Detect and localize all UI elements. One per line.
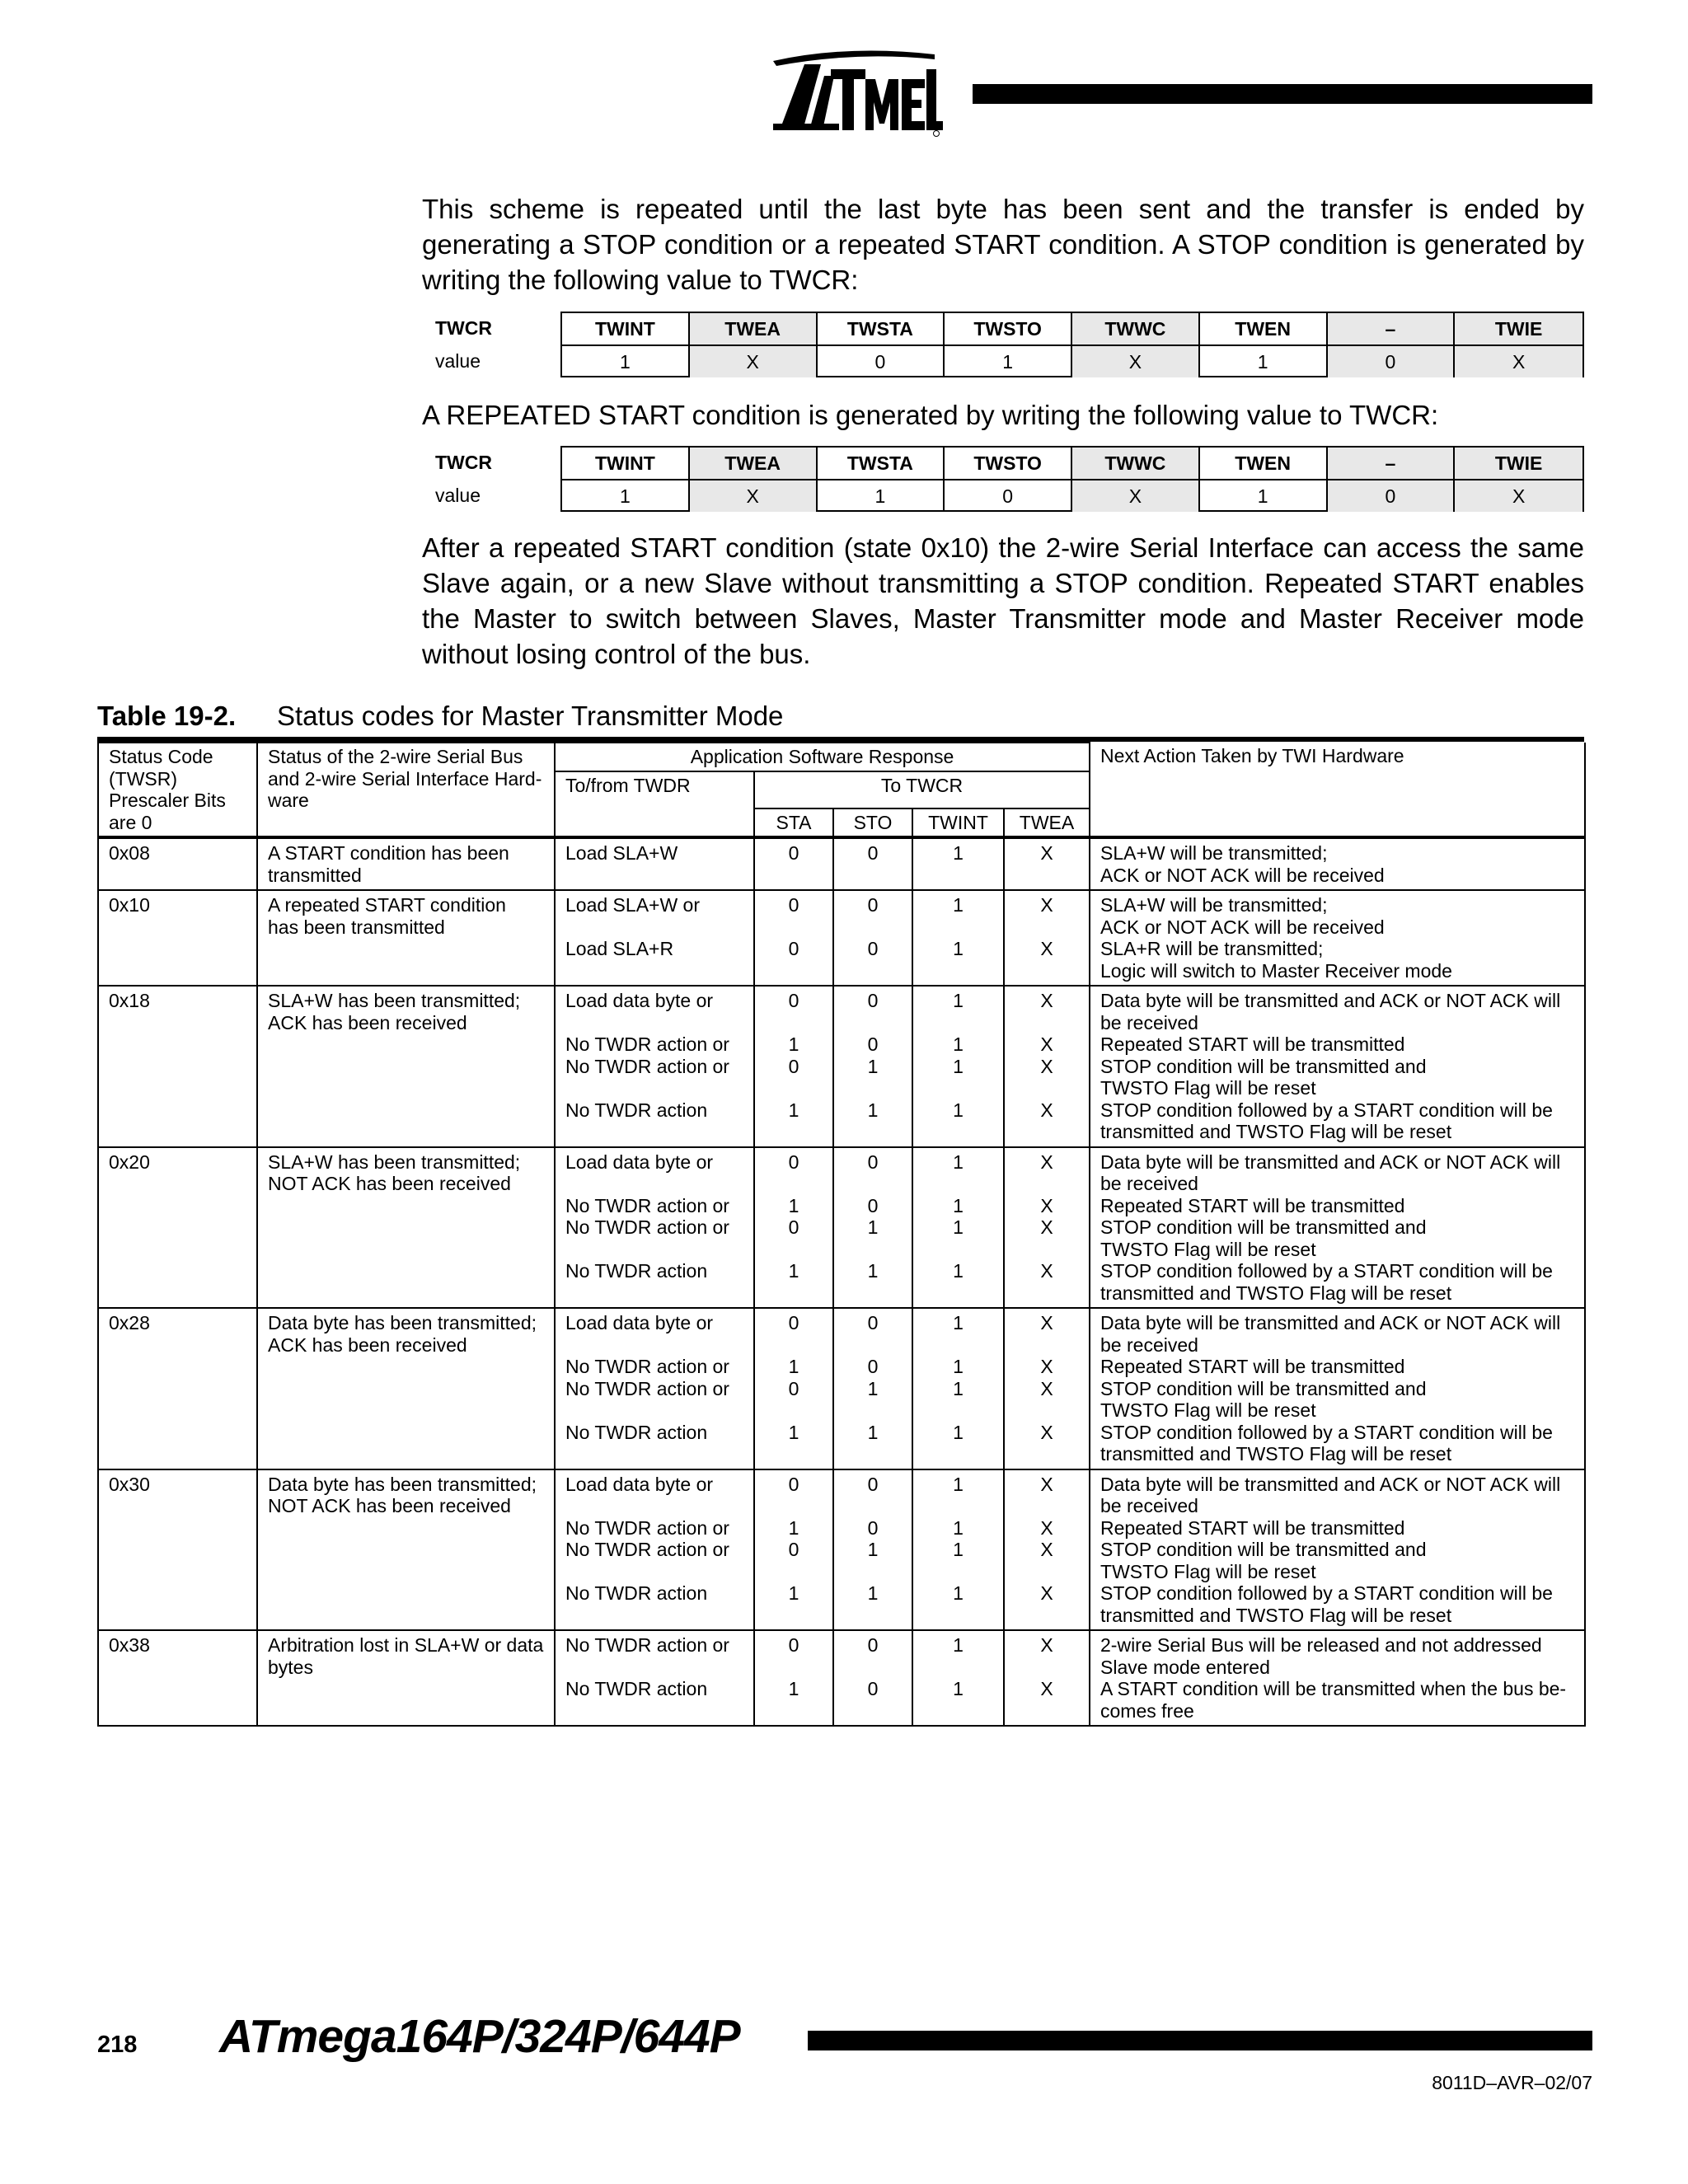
twea-cell: X X X X xyxy=(1004,1308,1090,1469)
twcr-stop-register-table xyxy=(422,312,1584,377)
bit-header: TWINT xyxy=(562,313,690,346)
next-action-cell: Data byte will be transmitted and ACK or NOT ACK will be received Repeated START will be transmitted STOP condition will be transmitted and TWSTO Flag will be reset STOP condition followed by a START condition will be transmitted and TWSTO Flag will be reset xyxy=(1090,1147,1585,1309)
table-row xyxy=(98,1147,1585,1309)
header-rule xyxy=(973,84,1592,104)
header-twint: TWINT xyxy=(912,808,1004,838)
sto-cell: 0 0 1 1 xyxy=(833,1469,912,1631)
next-action-cell: SLA+W will be transmitted; ACK or NOT ACK will be received SLA+R will be transmitted; Logic will switch to Master Receiver mode xyxy=(1090,890,1585,986)
bit-header: TWIE xyxy=(1455,448,1582,480)
table-title: Status codes for Master Transmitter Mode xyxy=(277,701,784,731)
sta-cell: 0 1 0 1 xyxy=(754,1308,833,1469)
status-codes-table xyxy=(97,737,1584,1727)
register-label: TWCR xyxy=(435,452,492,473)
bit-header: TWEA xyxy=(690,313,818,346)
bit-header: – xyxy=(1328,313,1456,346)
table-caption xyxy=(97,701,783,732)
paragraph-repeated-start: A REPEATED START condition is generated by writing the following value to TWCR: xyxy=(422,400,1439,430)
table-row xyxy=(98,1308,1585,1469)
status-code-cell: 0x38 xyxy=(98,1630,257,1726)
sto-cell: 0 0 xyxy=(833,890,912,986)
bit-value: X xyxy=(690,346,818,377)
bit-header: TWSTA xyxy=(818,313,945,346)
bit-header: TWWC xyxy=(1072,313,1200,346)
header-status-code: Status Code (TWSR) Prescaler Bits are 0 xyxy=(98,743,257,837)
bit-value: 1 xyxy=(562,480,690,512)
next-action-cell: Data byte will be transmitted and ACK or NOT ACK will be received Repeated START will be transmitted STOP condition will be transmitted and TWSTO Flag will be reset STOP condition followed by a START condition will be transmitted and TWSTO Flag will be reset xyxy=(1090,1308,1585,1469)
page-number: 218 xyxy=(97,2032,138,2058)
twdr-action-cell: Load data byte or No TWDR action or No TWDR action or No TWDR action xyxy=(555,1308,754,1469)
status-code-cell: 0x28 xyxy=(98,1308,257,1469)
paragraph-repeated-start-explanation: After a repeated START condition (state 0x10) the 2-wire Serial Interface can access the same Slave again, or a new Slave without transmitting a STOP condition. Repeated START enables the Master to switch between Slaves, Master Transmitter mode and Master Receiver mode without losing control of the bus. xyxy=(422,532,1584,669)
status-description-cell: SLA+W has been transmitted; NOT ACK has been received xyxy=(257,1147,555,1309)
next-action-cell: Data byte will be transmitted and ACK or NOT ACK will be received Repeated START will be transmitted STOP condition will be transmitted and TWSTO Flag will be reset STOP condition followed by a START condition will be transmitted and TWSTO Flag will be reset xyxy=(1090,1469,1585,1631)
table-row xyxy=(98,890,1585,986)
twint-cell: 1 xyxy=(912,837,1004,890)
header-sta: STA xyxy=(754,808,833,838)
bit-value: 0 xyxy=(1328,480,1456,512)
status-description-cell: SLA+W has been transmitted; ACK has been received xyxy=(257,986,555,1147)
value-label: value xyxy=(435,485,481,506)
sto-cell: 0 0 1 1 xyxy=(833,1308,912,1469)
twint-cell: 1 1 1 1 xyxy=(912,1469,1004,1631)
twdr-action-cell: No TWDR action or No TWDR action xyxy=(555,1630,754,1726)
status-description-cell: A repeated START condition has been transmitted xyxy=(257,890,555,986)
bit-value: 1 xyxy=(562,346,690,377)
twint-cell: 1 1 1 1 xyxy=(912,986,1004,1147)
sta-cell: 0 1 0 1 xyxy=(754,1469,833,1631)
status-code-cell: 0x30 xyxy=(98,1469,257,1631)
header-next-action: Next Action Taken by TWI Hardware xyxy=(1090,743,1585,837)
twea-cell: X X xyxy=(1004,1630,1090,1726)
bit-value: 1 xyxy=(818,480,945,512)
bit-value: X xyxy=(690,480,818,512)
bit-value: 0 xyxy=(1328,346,1456,377)
twdr-action-cell: Load data byte or No TWDR action or No TWDR action or No TWDR action xyxy=(555,986,754,1147)
sta-cell: 0 1 0 1 xyxy=(754,1147,833,1309)
bit-value: X xyxy=(1072,480,1200,512)
bit-header: TWIE xyxy=(1455,313,1582,346)
register-label: TWCR xyxy=(435,317,492,339)
bit-header: TWEN xyxy=(1200,448,1328,480)
status-code-cell: 0x20 xyxy=(98,1147,257,1309)
bit-value: X xyxy=(1455,480,1582,512)
sto-cell: 0 xyxy=(833,837,912,890)
bit-value: 1 xyxy=(945,346,1072,377)
status-code-cell: 0x08 xyxy=(98,837,257,890)
bit-value: X xyxy=(1072,346,1200,377)
twdr-action-cell: Load SLA+W xyxy=(555,837,754,890)
bit-header: TWSTO xyxy=(945,448,1072,480)
value-label: value xyxy=(435,350,481,372)
sta-cell: 0 1 xyxy=(754,1630,833,1726)
bit-value: 1 xyxy=(1200,346,1328,377)
sta-cell: 0 0 xyxy=(754,890,833,986)
sta-cell: 0 1 0 1 xyxy=(754,986,833,1147)
table-row xyxy=(98,986,1585,1147)
twint-cell: 1 1 xyxy=(912,890,1004,986)
bit-header: – xyxy=(1328,448,1456,480)
bit-header: TWEA xyxy=(690,448,818,480)
twdr-action-cell: Load data byte or No TWDR action or No TWDR action or No TWDR action xyxy=(555,1147,754,1309)
status-description-cell: Data byte has been transmitted; ACK has been received xyxy=(257,1308,555,1469)
table-row xyxy=(98,1630,1585,1726)
header-status: Status of the 2-wire Serial Bus and 2-wire Serial Interface Hard- ware xyxy=(257,743,555,837)
sto-cell: 0 0 xyxy=(833,1630,912,1726)
bit-value: 1 xyxy=(1200,480,1328,512)
status-description-cell: Arbitration lost in SLA+W or data bytes xyxy=(257,1630,555,1726)
next-action-cell: 2-wire Serial Bus will be released and not addressed Slave mode entered A START condition will be transmitted when the bus be- comes free xyxy=(1090,1630,1585,1726)
document-number: 8011D–AVR–02/07 xyxy=(1432,2072,1592,2093)
atmel-logo xyxy=(773,48,945,137)
table-row xyxy=(98,1469,1585,1631)
sta-cell: 0 xyxy=(754,837,833,890)
twint-cell: 1 1 1 1 xyxy=(912,1308,1004,1469)
header-sto: STO xyxy=(833,808,912,838)
bit-value: X xyxy=(1455,346,1582,377)
header-app-response: Application Software Response xyxy=(555,743,1090,771)
twdr-action-cell: Load SLA+W or Load SLA+R xyxy=(555,890,754,986)
status-description-cell: Data byte has been transmitted; NOT ACK has been received xyxy=(257,1469,555,1631)
sto-cell: 0 0 1 1 xyxy=(833,1147,912,1309)
bit-value: 0 xyxy=(945,480,1072,512)
twea-cell: X X X X xyxy=(1004,1469,1090,1631)
product-name: ATmega164P/324P/644P xyxy=(219,2010,740,2063)
twea-cell: X X X X xyxy=(1004,986,1090,1147)
table-number: Table 19-2. xyxy=(97,701,237,731)
bit-header: TWINT xyxy=(562,448,690,480)
bit-header: TWEN xyxy=(1200,313,1328,346)
header-to-from-twdr: To/from TWDR xyxy=(555,771,754,838)
twdr-action-cell: Load data byte or No TWDR action or No TWDR action or No TWDR action xyxy=(555,1469,754,1631)
twea-cell: X xyxy=(1004,837,1090,890)
twint-cell: 1 1 1 1 xyxy=(912,1147,1004,1309)
status-description-cell: A START condition has been transmitted xyxy=(257,837,555,890)
bit-value: 0 xyxy=(818,346,945,377)
paragraph-stop-condition: This scheme is repeated until the last byte has been sent and the transfer is ended by generating a STOP condition or a repeated START condition. A STOP condition is generated by writing the following value to TWCR: xyxy=(422,194,1584,295)
sto-cell: 0 0 1 1 xyxy=(833,986,912,1147)
bit-header: TWSTA xyxy=(818,448,945,480)
bit-header: TWWC xyxy=(1072,448,1200,480)
status-code-cell: 0x18 xyxy=(98,986,257,1147)
header-twea: TWEA xyxy=(1004,808,1090,838)
header-to-twcr: To TWCR xyxy=(754,771,1090,808)
bit-header: TWSTO xyxy=(945,313,1072,346)
next-action-cell: SLA+W will be transmitted; ACK or NOT ACK will be received xyxy=(1090,837,1585,890)
footer-rule xyxy=(808,2031,1592,2050)
table-row xyxy=(98,837,1585,890)
twcr-repeated-start-register-table xyxy=(422,446,1584,512)
status-code-cell: 0x10 xyxy=(98,890,257,986)
twea-cell: X X X X xyxy=(1004,1147,1090,1309)
twea-cell: X X xyxy=(1004,890,1090,986)
twint-cell: 1 1 xyxy=(912,1630,1004,1726)
next-action-cell: Data byte will be transmitted and ACK or NOT ACK will be received Repeated START will be transmitted STOP condition will be transmitted and TWSTO Flag will be reset STOP condition followed by a START condition will be transmitted and TWSTO Flag will be reset xyxy=(1090,986,1585,1147)
